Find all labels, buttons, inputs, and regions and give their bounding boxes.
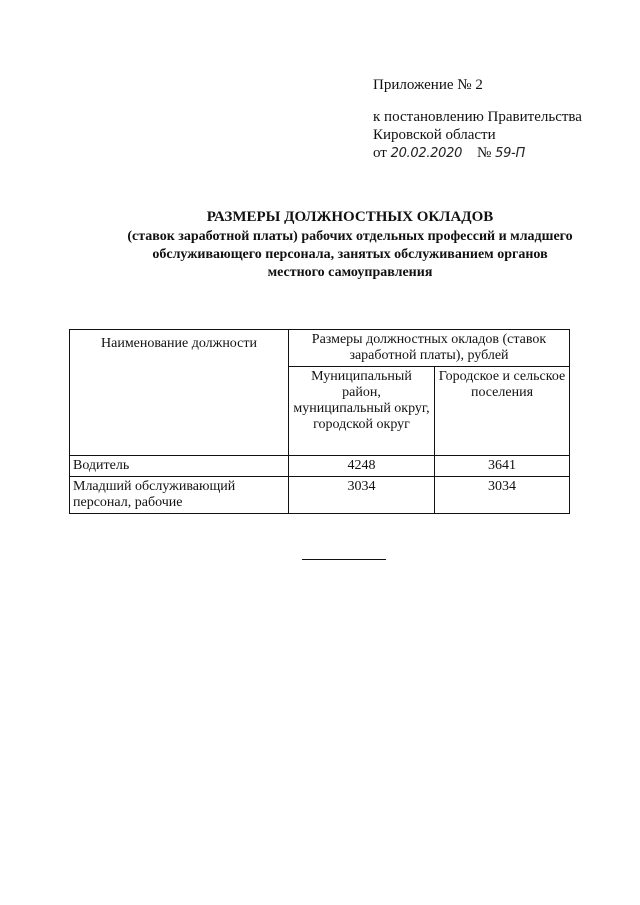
header-salary-group: Размеры должностных окладов (ставок заработной платы), рублей [289,330,570,367]
subheader-settlements: Городское и сельское поселения [435,367,570,456]
reference-line-2: Кировской области [373,127,496,143]
row-value-district: 4248 [289,456,435,477]
date-prefix: от [373,145,387,161]
handwritten-number: 59-П [495,146,525,161]
row-value-settlement: 3034 [435,477,570,514]
header-position-name: Наименование должности [70,330,289,456]
title-main: РАЗМЕРЫ ДОЛЖНОСТНЫХ ОКЛАДОВ [206,209,494,225]
subheader-municipal-district: Муниципальный район, муниципальный округ, городской округ [289,367,435,456]
appendix-header [373,76,613,163]
table-header-row [70,330,570,367]
reference-date-number [373,144,613,163]
closing-divider [302,559,386,560]
reference-line-1: к постановлению Правительства [373,109,582,125]
document-title [60,208,640,282]
handwritten-date: 20.02.2020 [390,146,463,161]
title-line-4: местного самоуправления [267,265,433,280]
table-row [70,456,570,477]
appendix-label: Приложение № 2 [373,77,483,93]
number-prefix: № [477,145,492,161]
title-line-3: обслуживающего персонала, занятых обслуживанием органов [152,247,548,262]
row-position-name: Водитель [70,456,289,477]
table-row [70,477,570,514]
salary-table [69,329,570,514]
row-value-settlement: 3641 [435,456,570,477]
row-position-name: Младший обслуживающий персонал, рабочие [70,477,289,514]
title-line-2: (ставок заработной платы) рабочих отдельных профессий и младшего [127,229,573,244]
appendix-reference [373,108,613,163]
row-value-district: 3034 [289,477,435,514]
